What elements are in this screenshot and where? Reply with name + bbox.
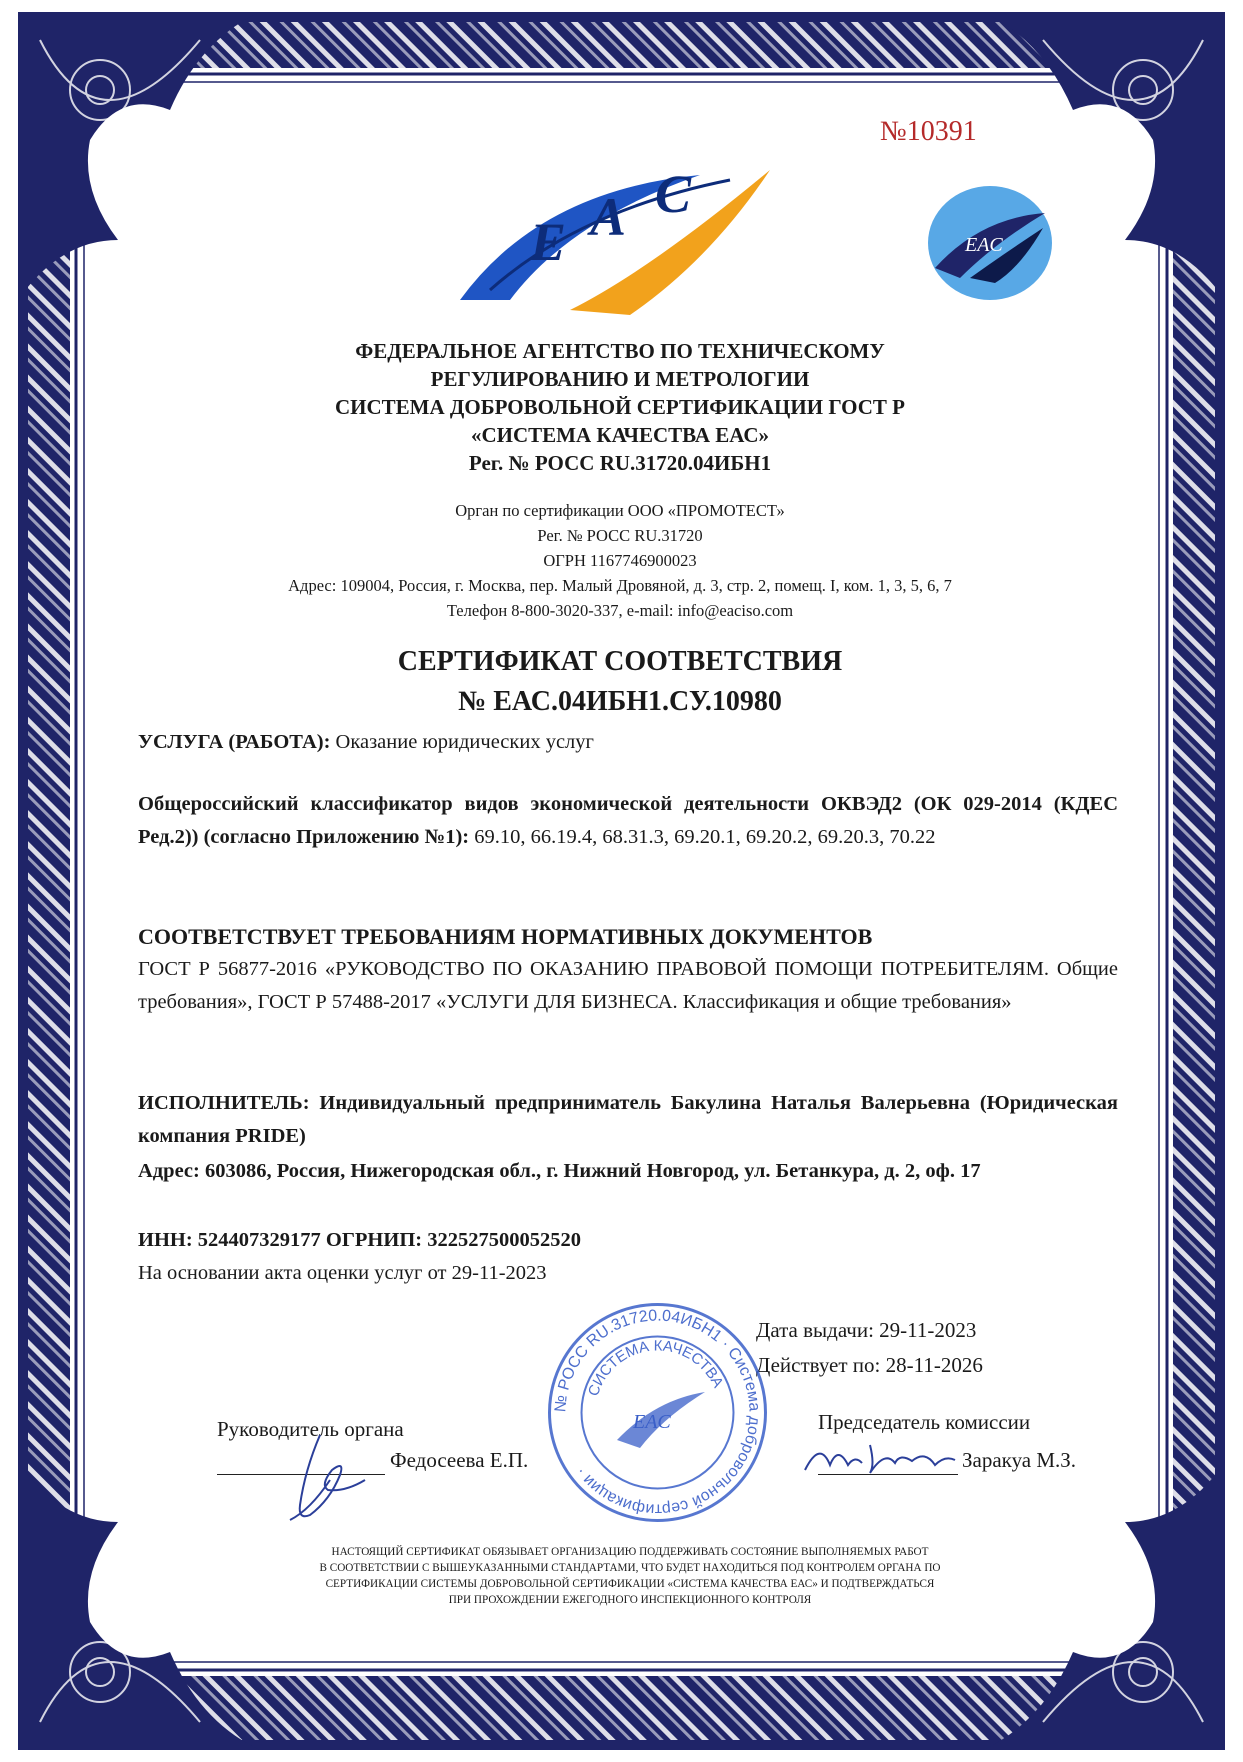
chair-signature [800, 1435, 960, 1480]
service-value: Оказание юридических услуг [335, 731, 594, 753]
org-contacts: Телефон 8-800-3020-337, e-mail: info@eaciso.com [446, 601, 794, 620]
org-address: Адрес: 109004, Россия, г. Москва, пер. Малый Дровяной, д. 3, стр. 2, помещ. I, ком. 1, 3, 5, 6, 7 [288, 576, 952, 595]
valid-until: Действует по: 28-11-2026 [756, 1353, 983, 1377]
header-line-5: Рег. № РОСС RU.31720.04ИБН1 [468, 451, 772, 475]
eac-logo [450, 150, 780, 320]
org-reg: Рег. № РОСС RU.31720 [537, 526, 703, 545]
certification-seal [545, 1300, 770, 1525]
footer-line-2: В СООТВЕТСТВИИ С ВЫШЕУКАЗАННЫМИ СТАНДАРТАМИ, ЧТО БУДЕТ НАХОДИТЬСЯ ПОД КОНТРОЛЕМ ОРГАНА ПО [319, 1562, 941, 1574]
header-line-2: РЕГУЛИРОВАНИЮ И МЕТРОЛОГИИ [430, 367, 810, 391]
svg-text:A: A [590, 187, 627, 247]
executor-value: Индивидуальный предприниматель Бакулина Наталья Валерьевна (Юридическая компания PRIDE) [138, 1092, 1118, 1147]
seal-inner-text: СИСТЕМА КАЧЕСТВА [584, 1337, 727, 1399]
issue-date: Дата выдачи: 29-11-2023 [756, 1318, 977, 1342]
footer-line-4: ПРИ ПРОХОЖДЕНИИ ЕЖЕГОДНОГО ИНСПЕКЦИОННОГО КОНТРОЛЯ [448, 1594, 812, 1606]
footer-line-3: СЕРТИФИКАЦИИ СИСТЕМЫ ДОБРОВОЛЬНОЙ СЕРТИФИКАЦИИ «СИСТЕМА КАЧЕСТВА ЕАС» И ПОДТВЕРЖДАТЬСЯ [325, 1578, 935, 1590]
header-line-1: ФЕДЕРАЛЬНОЕ АГЕНТСТВО ПО ТЕХНИЧЕСКОМУ [355, 339, 885, 363]
org-name: Орган по сертификации ООО «ПРОМОТЕСТ» [455, 501, 785, 520]
svg-text:E: E [530, 212, 567, 272]
chair-title: Председатель комиссии [818, 1410, 1031, 1434]
conformity-heading: СООТВЕТСТВУЕТ ТРЕБОВАНИЯМ НОРМАТИВНЫХ ДОКУМЕНТОВ [138, 924, 873, 949]
okved-codes: 69.10, 66.19.4, 68.31.3, 69.20.1, 69.20.2, 69.20.3, 70.22 [474, 826, 936, 848]
okved-label: Общероссийский классификатор видов экономической деятельности ОКВЭД2 (ОК 029-2014 (КДЕС Ред.2)) (согласно Приложению №1): [138, 793, 1118, 848]
svg-text:СИСТЕМА КАЧЕСТВА [585, 1337, 727, 1398]
header-line-3: СИСТЕМА ДОБРОВОЛЬНОЙ СЕРТИФИКАЦИИ ГОСТ Р [335, 395, 905, 419]
executor-label: ИСПОЛНИТЕЛЬ: [138, 1092, 310, 1114]
head-name: Федосеева Е.П. [390, 1448, 529, 1472]
seal-outer-text: № РОСС RU.31720.04ИБН1 · Система добровольной сертификации · [552, 1307, 763, 1518]
assessment-basis: На основании акта оценки услуг от 29-11-2023 [138, 1262, 547, 1284]
service-label: УСЛУГА (РАБОТА): [138, 731, 331, 753]
serial-number: №10391 [880, 116, 977, 147]
certificate-title: СЕРТИФИКАТ СООТВЕТСТВИЯ [397, 646, 843, 677]
executor-address: Адрес: 603086, Россия, Нижегородская обл., г. Нижний Новгород, ул. Бетанкура, д. 2, оф. 17 [138, 1160, 981, 1182]
executor-ids: ИНН: 524407329177 ОГРНИП: 322527500052520 [138, 1229, 581, 1251]
conformity-text: ГОСТ Р 56877-2016 «РУКОВОДСТВО ПО ОКАЗАНИЮ ПРАВОВОЙ ПОМОЩИ ПОТРЕБИТЕЛЯМ. Общие требования», ГОСТ Р 57488-2017 «УСЛУГИ ДЛЯ БИЗНЕСА. Классификация и общие требования» [138, 958, 1118, 1013]
certificate-number: № ЕАС.04ИБН1.СУ.10980 [458, 686, 782, 717]
svg-text:C: C [655, 164, 692, 224]
footer-line-1: НАСТОЯЩИЙ СЕРТИФИКАТ ОБЯЗЫВАЕТ ОРГАНИЗАЦИЮ ПОДДЕРЖИВАТЬ СОСТОЯНИЕ ВЫПОЛНЯЕМЫХ РАБОТ [331, 1546, 929, 1558]
head-title: Руководитель органа [217, 1417, 404, 1441]
head-signature [270, 1420, 390, 1530]
chair-name: Заракуа М.З. [962, 1448, 1077, 1472]
org-ogrn: ОГРН 1167746900023 [543, 551, 697, 570]
svg-text:EAC: EAC [965, 234, 1003, 256]
header-line-4: «СИСТЕМА КАЧЕСТВА ЕАС» [470, 423, 770, 447]
seal-logo: EAC [633, 1411, 671, 1433]
eac-round-emblem [925, 183, 1055, 303]
